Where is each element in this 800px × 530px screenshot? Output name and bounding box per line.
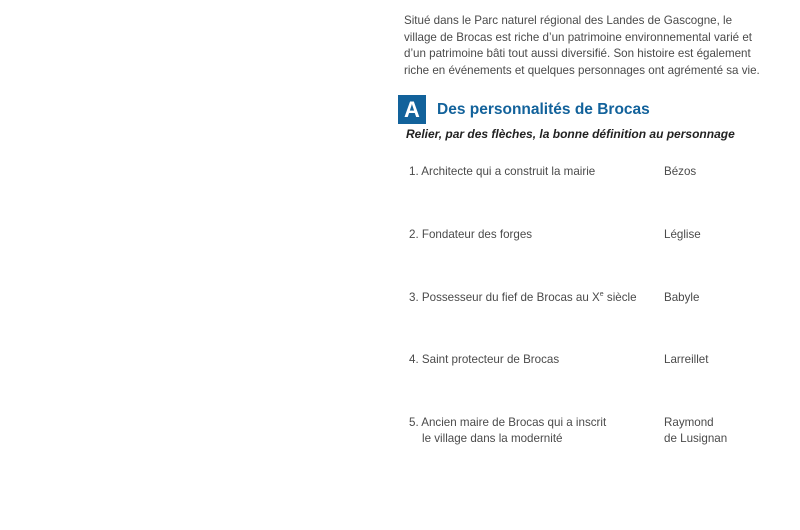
person-name-5 (664, 415, 727, 446)
section-letter-badge: A (398, 95, 426, 124)
definition-5-line1: 5. Ancien maire de Brocas qui a inscrit (409, 416, 607, 429)
person-name-4: Larreillet (664, 353, 709, 366)
section-header (398, 95, 650, 124)
person-name-5-line1: Raymond (664, 416, 714, 429)
person-name-3: Babyle (664, 291, 700, 304)
exercise-instruction: Relier, par des flèches, la bonne définition au personnage (406, 127, 735, 141)
definition-3 (409, 290, 637, 306)
definition-5-line2: le village dans la modernité (422, 431, 563, 445)
person-name-1: Bézos (664, 165, 697, 178)
definition-5 (409, 415, 606, 446)
definition-3-text: 3. Possesseur du fief de Brocas au X (409, 291, 600, 304)
definition-3-tail: siècle (603, 291, 637, 304)
century-superscript: e (599, 291, 604, 299)
intro-paragraph: Situé dans le Parc naturel régional des Landes de Gascogne, le village de Brocas est riche d’un patrimoine environnemental varié et d’un patrimoine bâti tout aussi diversifié. Son histoire est également riche en événements et quelques personnages ont agrémenté sa vie. (404, 14, 760, 77)
person-name-5-line2: de Lusignan (664, 431, 728, 445)
person-name-2: Léglise (664, 228, 701, 241)
definition-4: 4. Saint protecteur de Brocas (409, 353, 560, 366)
definition-2: 2. Fondateur des forges (409, 228, 533, 241)
definition-1: 1. Architecte qui a construit la mairie (409, 165, 596, 178)
section-title: Des personnalités de Brocas (437, 100, 650, 118)
